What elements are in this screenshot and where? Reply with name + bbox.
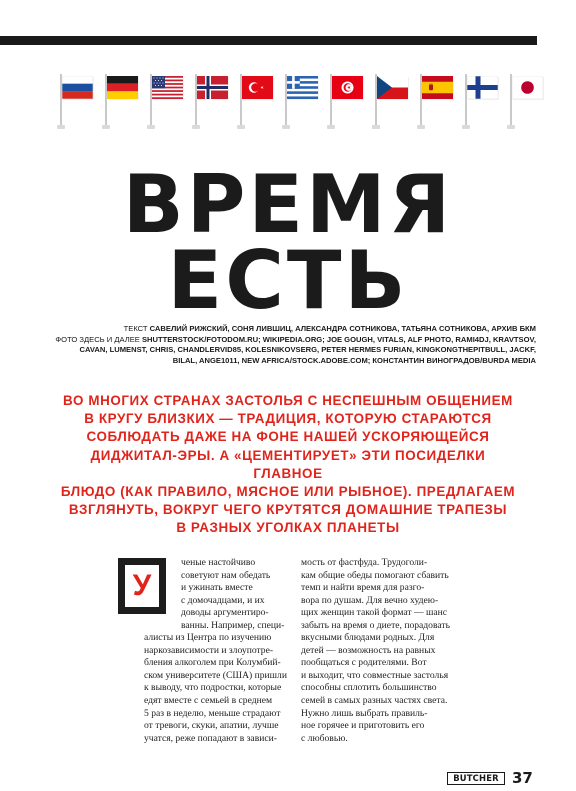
- credits-text-authors: САВЕЛИЙ РИЖСКИЙ, СОНЯ ЛИВШИЦ, АЛЕКСАНДРА СОТНИКОВА, ТАТЬЯНА СОТНИКОВА, АРХИВ БКМ: [149, 324, 536, 333]
- finland-flag-icon: [467, 76, 498, 99]
- body-line: темп и найти время для разго-: [301, 582, 425, 594]
- tunisia-flag-icon: [332, 76, 363, 99]
- credits-photo-prefix: ФОТО ЗДЕСЬ И ДАЛЕЕ: [55, 334, 142, 344]
- flag-greece: [283, 74, 319, 134]
- body-line: ное горячее и приготовить его: [301, 720, 425, 732]
- headline-line-2: ЕСТЬ: [167, 234, 409, 327]
- flag-tunisia: [328, 74, 364, 134]
- body-line: способны сплотить большинство: [301, 682, 437, 694]
- usa-flag-icon: [152, 76, 183, 99]
- germany-flag-icon: [107, 76, 138, 99]
- body-line: семей в самых разных частях света.: [301, 695, 448, 707]
- lead-line: СОБЛЮДАТЬ ДАЖЕ НА ФОНЕ НАШЕЙ УСКОРЯЮЩЕЙСЯ: [86, 429, 490, 445]
- body-line: едят вместе с семьей в среднем: [144, 695, 273, 707]
- flag-norway: [193, 74, 229, 134]
- greece-flag-icon: [287, 76, 318, 99]
- body-line: забыть на время о диете, порадовать: [301, 619, 450, 631]
- body-line: Нужно лишь выбрать правиль-: [301, 707, 428, 719]
- lead-paragraph: [58, 392, 518, 538]
- body-line: с любовью.: [301, 732, 348, 744]
- body-line: доводы аргументиро-: [181, 607, 269, 619]
- body-line: и ужинать вместе: [181, 582, 253, 594]
- japan-flag-icon: [512, 76, 543, 99]
- lead-line: В РАЗНЫХ УГОЛКАХ ПЛАНЕТЫ: [176, 520, 400, 536]
- credits-photo-line-2: CAVAN, LUMENST, CHRIS, CHANDLERVID85, KOLESNIKOVSERG, PETER HERMES FURIAN, KINGKONGTHEPITBULL, JACKF,: [79, 345, 536, 354]
- body-line: щих женщин такой формат — шанс: [301, 607, 448, 619]
- body-line: ванны. Например, специ-: [181, 619, 285, 631]
- flag-finland: [463, 74, 499, 134]
- flag-czech: [373, 74, 409, 134]
- body-line: мость от фастфуда. Трудоголи-: [301, 557, 428, 568]
- body-line: алисты из Центра по изучению: [144, 632, 272, 644]
- body-line: вора по душам. Для вечно худею-: [301, 594, 439, 606]
- body-line: с домочадцами, и их: [181, 594, 265, 606]
- credits-text-prefix: ТЕКСТ: [123, 324, 150, 333]
- magazine-logo: BUTCHER: [447, 772, 505, 785]
- flag-turkey: [238, 74, 274, 134]
- flag-usa: [148, 74, 184, 134]
- spain-flag-icon: [422, 76, 453, 99]
- body-line: ченые настойчиво: [181, 557, 256, 568]
- lead-line: ВО МНОГИХ СТРАНАХ ЗАСТОЛЬЯ С НЕСПЕШНЫМ ОБЩЕНИЕМ: [63, 393, 513, 408]
- drop-cap-letter: У: [132, 569, 152, 602]
- headline-line-1: ВРЕМЯ: [122, 158, 454, 251]
- lead-line: ДИДЖИТАЛ-ЭРЫ. А «ЦЕМЕНТИРУЕТ» ЭТИ ПОСИДЕЛКИ ГЛАВНОЕ: [90, 447, 486, 481]
- lead-line: В КРУГУ БЛИЗКИХ — ТРАДИЦИЯ, КОТОРУЮ СТАРАЮТСЯ: [84, 411, 492, 427]
- body-column-2: [301, 557, 461, 745]
- czech-flag-icon: [377, 76, 408, 99]
- flag-spain: [418, 74, 454, 134]
- body-line: от тревоги, скуки, апатии, лучше: [144, 720, 279, 732]
- lead-line: ВЗГЛЯНУТЬ, ВОКРУГ ЧЕГО КРУТЯТСЯ ДОМАШНИЕ ТРАПЕЗЫ: [68, 502, 508, 518]
- body-line: учатся, реже попадают в зависи-: [144, 732, 277, 744]
- body-line: 5 раз в неделю, меньше страдают: [144, 707, 281, 719]
- flag-russia: [58, 74, 94, 134]
- body-line: пообщаться с родителями. Вот: [301, 657, 427, 669]
- body-column-1: [118, 557, 287, 745]
- body-line: и выходит, что совместные застолья: [301, 669, 449, 681]
- credits: [42, 324, 536, 366]
- flag-japan: [508, 74, 544, 134]
- russia-flag-icon: [62, 76, 93, 99]
- body-line: советуют нам обедать: [181, 569, 271, 581]
- body-line: наркозависимости и злоупотре-: [144, 644, 274, 656]
- body-line: кам общие обеды помогают сбавить: [301, 569, 449, 581]
- flags-row: [58, 74, 534, 134]
- body-line: детей — возможность на равных: [301, 644, 436, 656]
- body-line: вкусными блюдами родных. Для: [301, 632, 435, 644]
- body-line: к выводу, что подростки, которые: [144, 682, 282, 694]
- credits-photo-line-1: SHUTTERSTOCK/FOTODOM.RU; WIKIPEDIA.ORG; JOE GOUGH, VITALS, ALF PHOTO, RAMI4DJ, KRAVTSOV,: [141, 334, 536, 344]
- body-line: бления алкоголем при Колумбий-: [144, 657, 281, 669]
- norway-flag-icon: [197, 76, 228, 99]
- credits-photo-line-3: BILAL, ANGE1011, NEW AFRICA/STOCK.ADOBE.COM; КОНСТАНТИН ВИНОГРАДОВ/BURDA MEDIA: [172, 355, 536, 365]
- flag-germany: [103, 74, 139, 134]
- page-number: 37: [512, 769, 533, 787]
- turkey-flag-icon: [242, 76, 273, 99]
- top-rule: [0, 36, 537, 45]
- lead-line: БЛЮДО (КАК ПРАВИЛО, МЯСНОЕ ИЛИ РЫБНОЕ). ПРЕДЛАГАЕМ: [60, 484, 516, 500]
- body-line: ском университете (США) пришли: [144, 669, 287, 681]
